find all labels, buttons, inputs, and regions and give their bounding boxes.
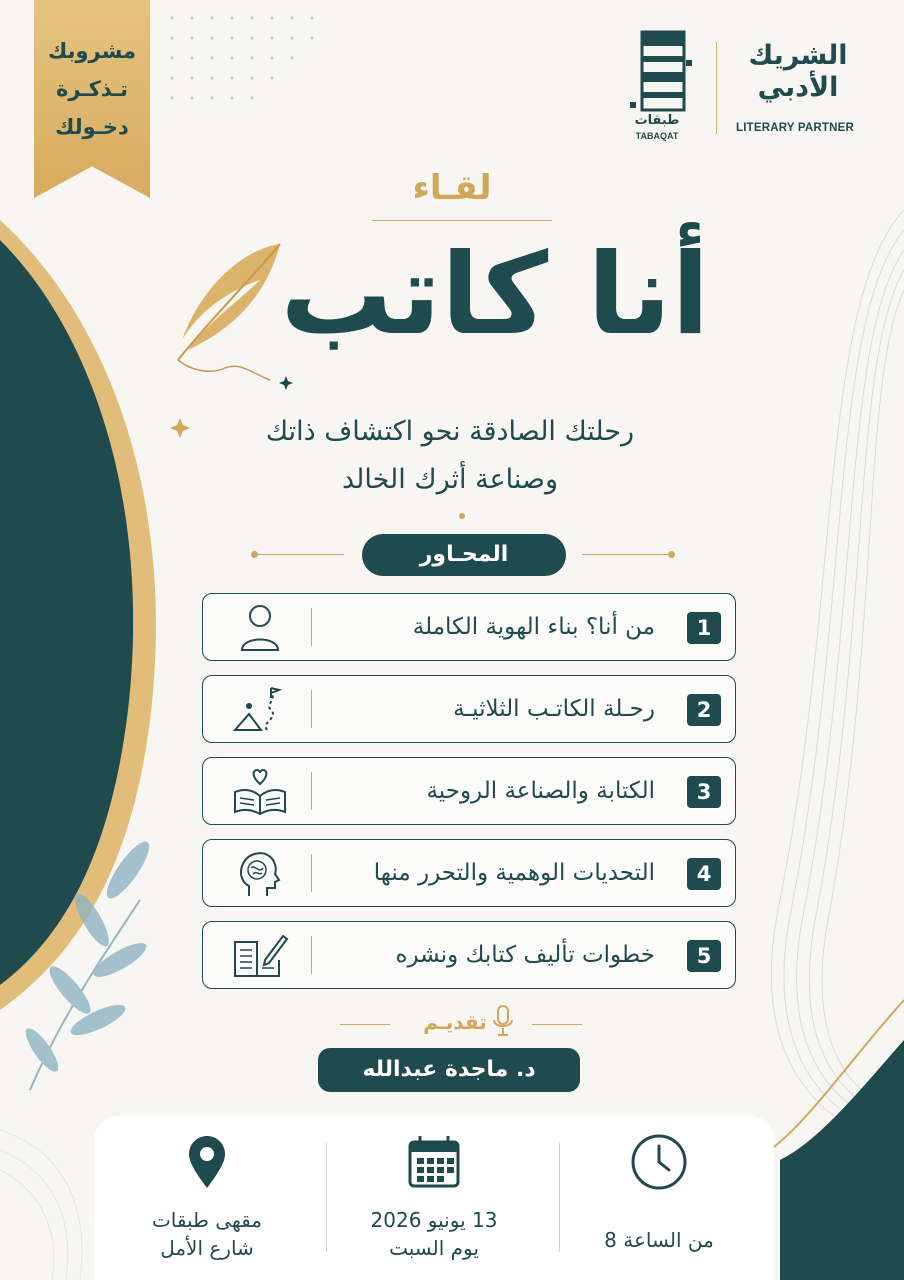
partner-name-line-2: الأدبي [757, 72, 839, 103]
page-title: أنا كاتب [280, 230, 710, 360]
partner-name-en: LITERARY PARTNER [736, 122, 854, 134]
topic-label: التحديات الوهمية والتحرر منها [373, 860, 655, 886]
location-info [94, 1132, 320, 1280]
book-pen-icon [231, 930, 289, 980]
time-info [546, 1132, 772, 1280]
subtitle-line-2: وصناعة أثرك الخالد [341, 464, 559, 495]
topic-item [202, 675, 736, 743]
microphone-icon [490, 1004, 516, 1038]
section-dot-left [251, 551, 258, 558]
date-text [321, 1206, 547, 1262]
topic-label: خطوات تأليف كتابك ونشره [395, 942, 655, 968]
topics-section-title: المحـاور [362, 534, 566, 576]
topic-number: 2 [687, 694, 721, 726]
topic-label: رحـلة الكاتـب الثلاثيـة [453, 696, 655, 722]
event-info-box [94, 1116, 774, 1280]
section-line-right [582, 554, 672, 555]
presenter-name: د. ماجدة عبدالله [318, 1048, 580, 1092]
tabaqat-logo-icon [620, 30, 694, 114]
info-separator [559, 1142, 560, 1252]
time-text: من الساعة 8 [604, 1228, 714, 1252]
tabaqat-name-en: TABAQAT [635, 131, 679, 141]
subtitle [200, 408, 700, 504]
ribbon-line-3: دخـولك [55, 115, 129, 139]
calendar-icon [404, 1132, 464, 1192]
journey-path-icon [231, 684, 289, 734]
topic-separator [311, 936, 312, 974]
topic-number: 5 [687, 940, 721, 972]
topic-item [202, 839, 736, 907]
subtitle-line-1: رحلتك الصادقة نحو اكتشاف ذاتك [265, 416, 635, 447]
ribbon-line-1: مشروبك [48, 39, 136, 63]
topic-number: 1 [687, 612, 721, 644]
topic-separator [311, 608, 312, 646]
location-line-1: مقهى طبقات [151, 1208, 263, 1232]
topic-item [202, 593, 736, 661]
topic-item [202, 921, 736, 989]
section-dot-right [668, 551, 675, 558]
partner-name-line-1: الشريك [748, 40, 848, 71]
info-separator [326, 1142, 327, 1252]
location-pin-icon [177, 1132, 237, 1192]
topic-label: من أنا؟ بناء الهوية الكاملة [412, 614, 655, 640]
clock-icon [629, 1132, 689, 1192]
topic-separator [311, 690, 312, 728]
tabaqat-name-ar: طبقات [634, 113, 680, 128]
presenter-label: تقديـم [423, 1010, 487, 1034]
event-kicker: لقـاء [412, 168, 492, 208]
topic-separator [311, 854, 312, 892]
literary-partner-logo [736, 40, 860, 104]
head-mind-icon [231, 848, 289, 898]
location-text [94, 1206, 320, 1262]
topic-label: الكتابة والصناعة الروحية [426, 778, 655, 804]
date-line-1: 13 يونيو 2026 [370, 1208, 498, 1232]
ribbon-line-2: تـذكـرة [55, 77, 129, 101]
date-line-2: يوم السبت [389, 1236, 479, 1260]
topic-number: 4 [687, 858, 721, 890]
topic-item [202, 757, 736, 825]
date-info [321, 1132, 547, 1280]
logo-divider [716, 42, 717, 134]
topic-number: 3 [687, 776, 721, 808]
person-icon [231, 602, 289, 652]
location-line-2: شارع الأمل [160, 1236, 254, 1260]
ribbon-text [34, 32, 150, 146]
topic-separator [311, 772, 312, 810]
section-line-left [254, 554, 344, 555]
book-heart-icon [231, 766, 289, 816]
